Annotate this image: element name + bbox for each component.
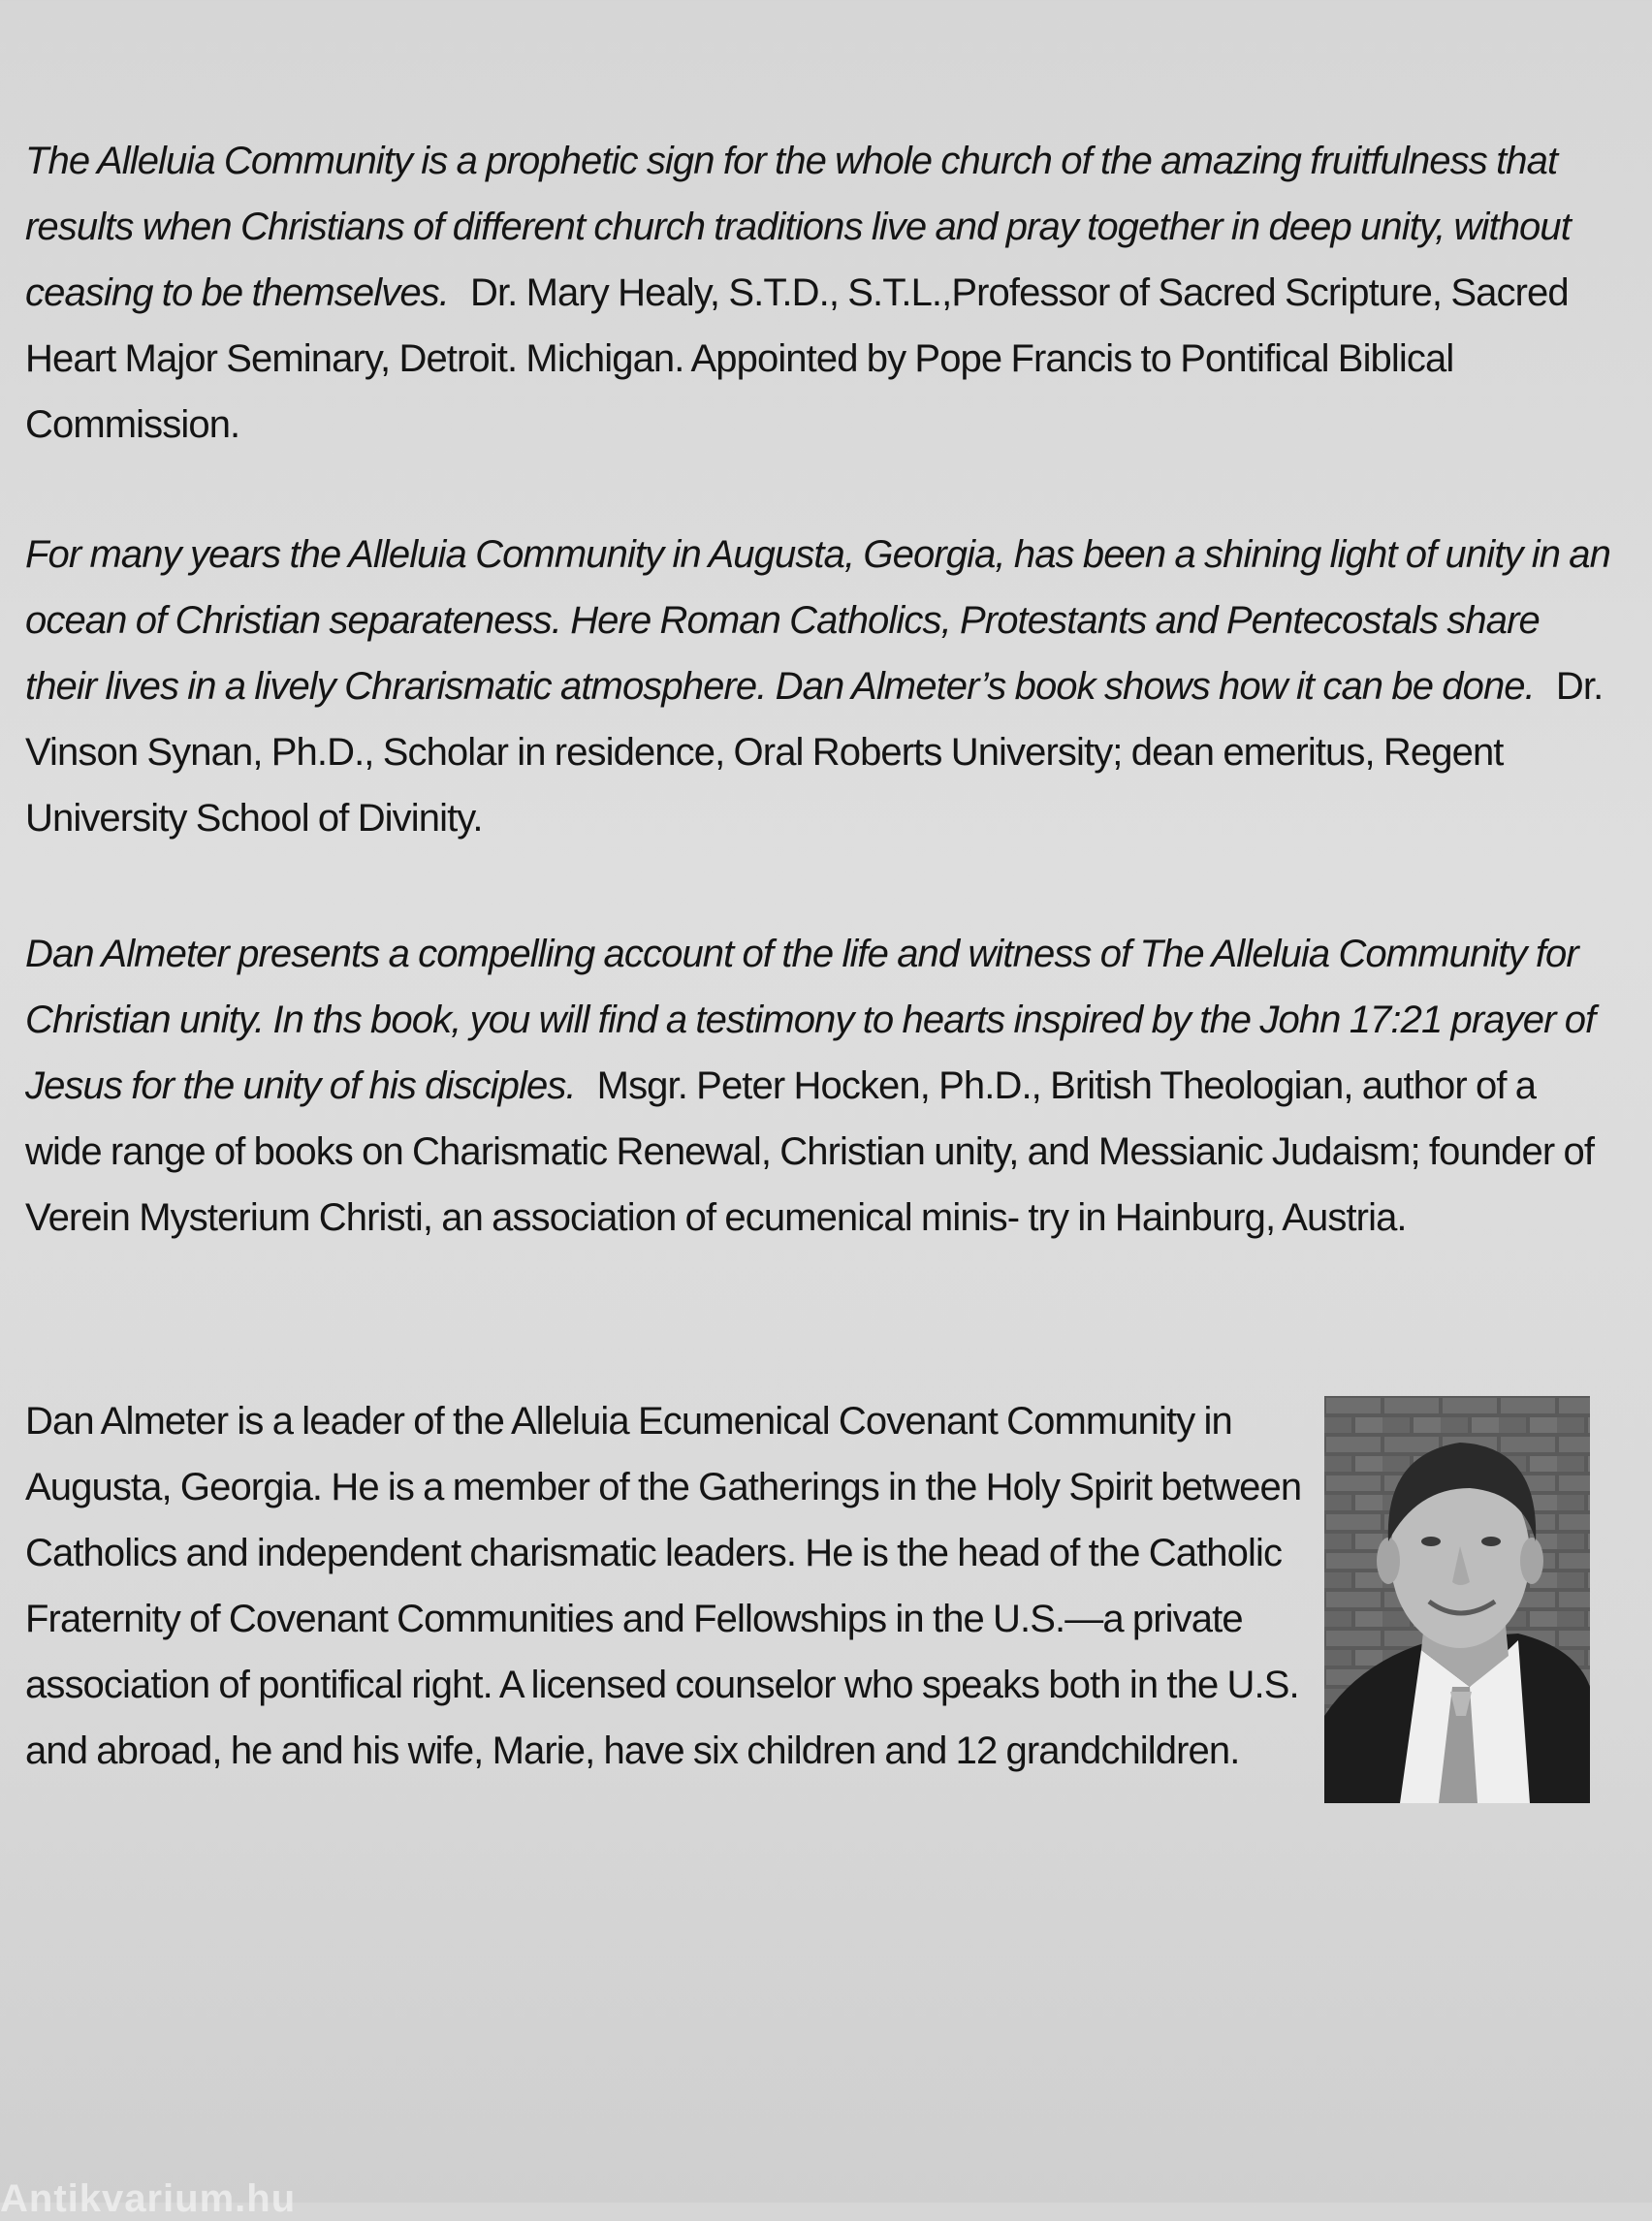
endorsement-healy	[25, 128, 1615, 458]
endorsement-synan	[25, 522, 1615, 851]
endorsement-quote: Dan Almeter presents a compelling account of the life and witness of The Alleluia Community for Christian unity. In ths book, you will find a testimony to hearts inspired by the John 17:21 prayer of Jesus for the unity of his disciples.	[25, 933, 1596, 1107]
endorsement-quote: For many years the Alleluia Community in Augusta, Georgia, has been a shining light of unity in an ocean of Christian separateness. Here Roman Catholics, Protestants and Pentecostals share their lives in a lively Chrarismatic atmosphere. Dan Almeter’s book shows how it can be done.	[25, 533, 1610, 708]
author-photo	[1324, 1396, 1590, 1803]
endorsement-hocken	[25, 921, 1615, 1251]
watermark-text: Antikvarium.hu	[0, 2177, 297, 2220]
endorsement-attribution: Dr. Mary Healy, S.T.D., S.T.L.,Professor of Sacred Scripture, Sacred Heart Major Seminary, Detroit. Michigan. Appointed by Pope Francis to Pontifical Biblical Commission.	[25, 271, 1569, 446]
author-bio: Dan Almeter is a leader of the Alleluia Ecumenical Covenant Community in Augusta, Georgia. He is a member of the Gatherings in the Holy Spirit between Catholics and independent charismatic leaders. He is the head of the Catholic Fraternity of Covenant Communities and Fellowships in the U.S.—a private association of pontifical right. A licensed counselor who speaks both in the U.S. and abroad, he and his wife, Marie, have six children and 12 grandchildren.	[25, 1400, 1302, 1772]
endorsement-attribution: Msgr. Peter Hocken, Ph.D., British Theologian, author of a wide range of books on Charismatic Renewal, Christian unity, and Messianic Judaism; founder of Verein Mysterium Christi, an association of ecumenical minis- try in Hainburg, Austria.	[25, 1064, 1595, 1239]
endorsement-attribution: Dr. Vinson Synan, Ph.D., Scholar in residence, Oral Roberts University; dean emeritus, Regent University School of Divinity.	[25, 665, 1604, 840]
endorsement-quote: The Alleluia Community is a prophetic sign for the whole church of the amazing fruitfulness that results when Christians of different church traditions live and pray together in deep unity, without ceasing to be themselves.	[25, 140, 1571, 314]
